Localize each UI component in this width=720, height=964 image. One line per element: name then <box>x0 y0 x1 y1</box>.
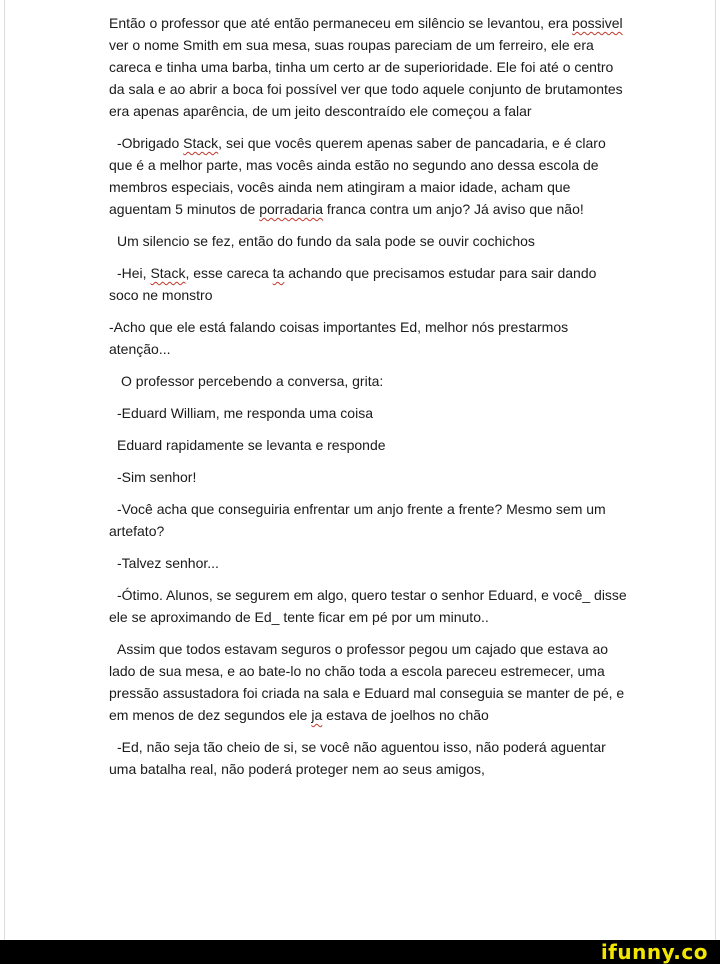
paragraph-10: -Você acha que conseguiria enfrentar um anjo frente a frente? Mesmo sem um artefato? <box>109 501 606 539</box>
paragraph-8: Eduard rapidamente se levanta e responde <box>117 437 386 453</box>
paragraph-5: -Acho que ele está falando coisas importantes Ed, melhor nós prestarmos atenção... <box>109 319 569 357</box>
paragraph-3: Um silencio se fez, então do fundo da sala pode se ouvir cochichos <box>117 233 535 249</box>
document-page <box>4 0 716 940</box>
misspelled-word: Stack <box>183 135 219 151</box>
footer-bar <box>0 940 720 964</box>
paragraph-4: -Hei, Stack, esse careca ta achando que precisamos estudar para sair dando soco ne monstro <box>109 265 597 303</box>
paragraph-7: -Eduard William, me responda uma coisa <box>117 405 373 421</box>
paragraph-6: O professor percebendo a conversa, grita: <box>121 373 384 389</box>
paragraph-13: Assim que todos estavam seguros o professor pegou um cajado que estava ao lado de sua mesa, e ao bate-lo no chão toda a escola pareceu estremecer, uma pressão assustadora foi criada na sala e Eduard mal conseguia se manter de pé, e em menos de dez segundos ele ja estava de joelhos no chão <box>109 641 625 723</box>
paragraph-11: -Talvez senhor... <box>117 555 219 571</box>
misspelled-word: Stack <box>150 265 186 281</box>
paragraph-1: Então o professor que até então permaneceu em silêncio se levantou, era possivel ver o nome Smith em sua mesa, suas roupas pareciam de um ferreiro, ele era careca e tinha uma barba, tinha um certo ar de superioridade. Ele foi até o centro da sala e ao abrir a boca foi possível ver que todo aquele conjunto de brutamontes era apenas aparência, de um jeito descontraído ele começou a falar <box>109 15 623 119</box>
paragraph-14: -Ed, não seja tão cheio de si, se você não aguentou isso, não poderá aguentar uma batalha real, não poderá proteger nem ao seus amigos, <box>109 739 606 777</box>
misspelled-word: possivel <box>572 15 623 31</box>
misspelled-word: ja <box>311 707 323 723</box>
misspelled-word: ta <box>272 265 285 281</box>
ifunny-watermark-logo: ifunny.co <box>600 940 708 964</box>
paragraph-2: -Obrigado Stack, sei que vocês querem apenas saber de pancadaria, e é claro que é a melhor parte, mas vocês ainda estão no segundo ano dessa escola de membros especiais, vocês ainda nem atingiram a maior idade, acham que aguentam 5 minutos de porradaria franca contra um anjo? Já aviso que não! <box>109 135 606 217</box>
document-body <box>109 12 629 790</box>
paragraph-9: -Sim senhor! <box>117 469 197 485</box>
misspelled-word: porradaria <box>259 201 324 217</box>
paragraph-12: -Ótimo. Alunos, se segurem em algo, quero testar o senhor Eduard, e você_ disse ele se aproximando de Ed_ tente ficar em pé por um minuto.. <box>109 587 627 625</box>
